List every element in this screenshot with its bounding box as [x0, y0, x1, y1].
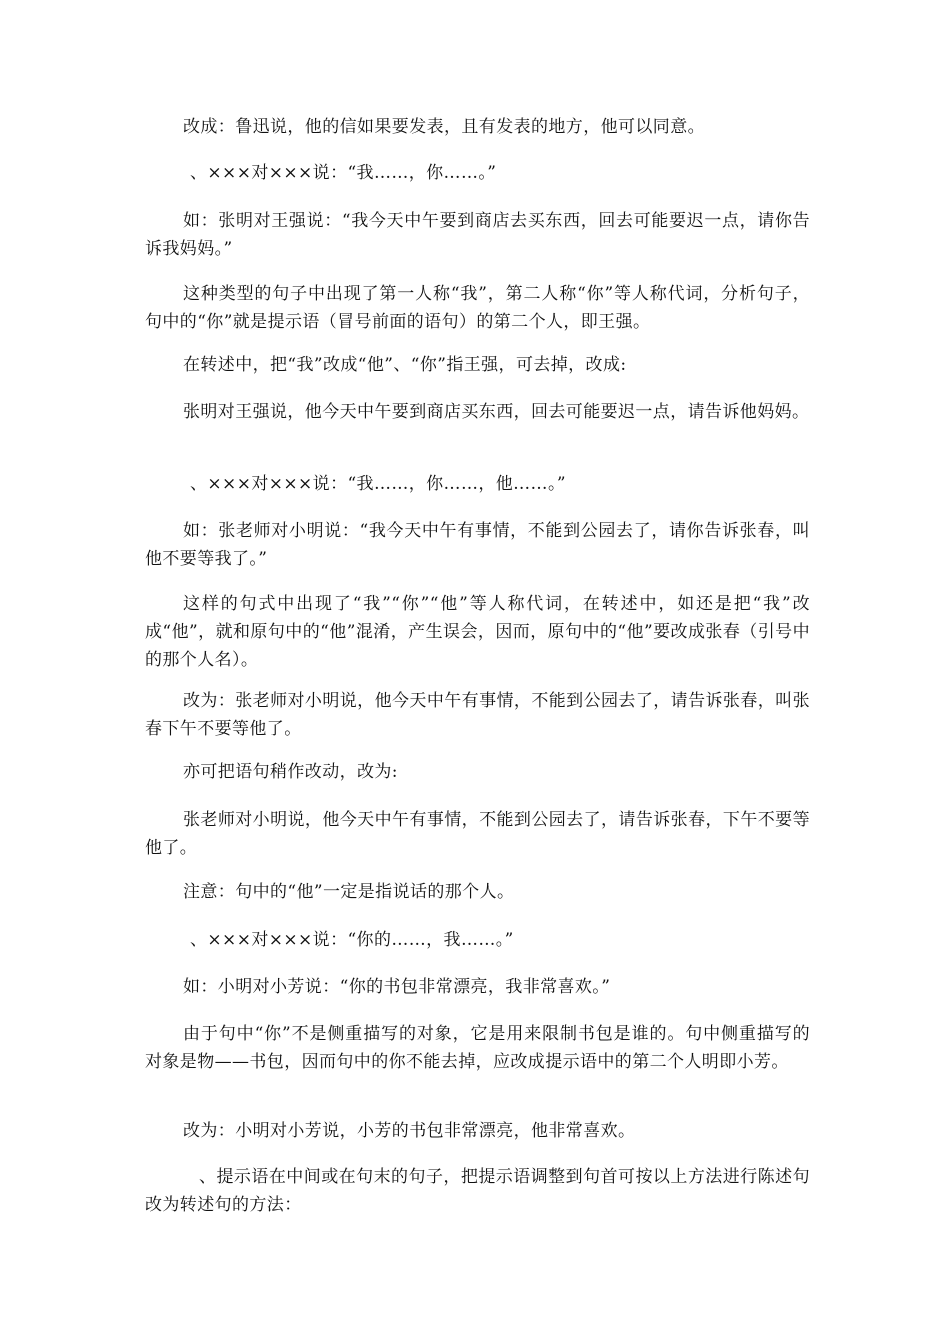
pattern-heading-3: 、×××对×××说：“你的……，我……。”	[190, 930, 514, 950]
example-1: 如：张明对王强说：“我今天中午要到商店去买东西，回去可能要迟一点，请你告诉我妈妈。”	[145, 211, 810, 259]
paragraph-answer-3: 张老师对小明说，他今天中午有事情，不能到公园去了，请告诉张春，下午不要等他了。	[145, 810, 810, 858]
paragraph-analysis-3: 由于句中“你”不是侧重描写的对象，它是用来限制书包是谁的。句中侧重描写的对象是物——书包，因而句中的你不能去掉，应改成提示语中的第二个人明即小芳。	[145, 1024, 810, 1072]
paragraph-analysis-1: 这种类型的句子中出现了第一人称“我”，第二人称“你”等人称代词，分析句子，句中的“你”就是提示语（冒号前面的语句）的第二个人，即王强。	[145, 284, 810, 332]
pattern-heading-4: 、提示语在中间或在句末的句子，把提示语调整到句首可按以上方法进行陈述句改为转述句的方法：	[145, 1167, 810, 1215]
paragraph-answer-1: 张明对王强说，他今天中午要到商店买东西，回去可能要迟一点，请告诉他妈妈。	[183, 402, 810, 422]
example-2: 如：张老师对小明说：“我今天中午有事情，不能到公园去了，请你告诉张春，叫他不要等我了。”	[145, 521, 810, 569]
pattern-heading-2: 、×××对×××说：“我……，你……，他……。”	[190, 474, 566, 494]
paragraph-instruction-2: 亦可把语句稍作改动，改为:	[183, 762, 398, 782]
paragraph-instruction-1: 在转述中，把“我”改成“他”、“你”指王强，可去掉，改成:	[183, 355, 627, 375]
paragraph-answer-2: 改为：张老师对小明说，他今天中午有事情，不能到公园去了，请告诉张春，叫张春下午不要等他了。	[145, 691, 810, 739]
example-3: 如：小明对小芳说：“你的书包非常漂亮，我非常喜欢。”	[183, 977, 611, 997]
pattern-heading-1: 、×××对×××说：“我……，你……。”	[190, 163, 497, 183]
paragraph-1: 改成：鲁迅说，他的信如果要发表，且有发表的地方，他可以同意。	[183, 117, 705, 137]
paragraph-note: 注意：句中的“他”一定是指说话的那个人。	[183, 882, 515, 902]
paragraph-answer-4: 改为：小明对小芳说，小芳的书包非常漂亮，他非常喜欢。	[183, 1121, 636, 1141]
paragraph-analysis-2: 这样的句式中出现了“我”“你”“他”等人称代词，在转述中，如还是把“我”改成“他”，就和原句中的“他”混淆，产生误会，因而，原句中的“他”要改成张春（引号中的那个人名）。	[145, 594, 810, 670]
